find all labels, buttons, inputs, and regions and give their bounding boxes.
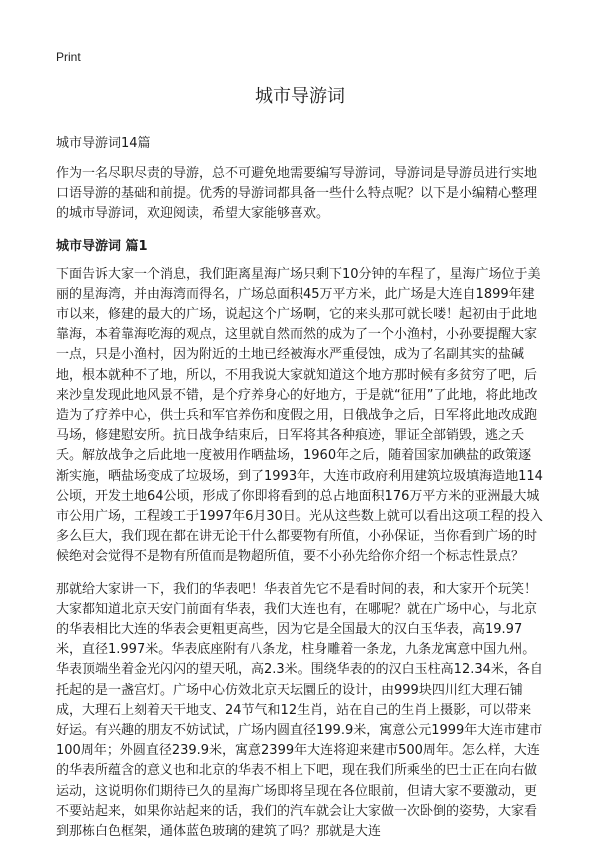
section-heading: 城市导游词 篇1	[56, 238, 148, 254]
body-paragraph-2: 那就给大家讲一下，我们的华表吧！华表首先它不是看时间的表，和大家开个玩笑！大家都知道北京天安门前面有华表，我们大连也有，在哪呢？就在广场中心，与北京的华表相比大连的华表会更粗更高些，因为它是全国最大的汉白玉华表，高19.97米，直径1.997米。华表底座附有八条龙，柱身雕着一条龙，九条龙寓意中国九州。华表顶端坐着金光闪闪的望天吼，高2.3米。围绕华表的的汉白玉柱高12.34米，各自托起的是一盏宫灯。广场中心仿效北京天坛圜丘的设计，由999块四川红大理石铺成，大理石上刻着天干地支、24节气和12生肖，站在自己的生肖上摄影，可以带来好运。有兴趣的朋友不妨试试，广场内圆直径199.9米，寓意公元1999年大连市建市100周年；外圆直径239.9米，寓意2399年大连将迎来建市500周年。怎么样，大连的华表所蕴含的意义也和北京的华表不相上下吧，现在我们所乘坐的巴士正在向右做运动，这说明你们期待已久的星海广场即将呈现在各位眼前，但请大家不要激动，更不要站起来，如果你站起来的话，我们的汽车就会让大家做一次卧倒的姿势，大家看到那栋白色框架，通体蓝色玻璃的建筑了吗？那就是大连	[56, 581, 543, 840]
print-link[interactable]: Print	[56, 50, 81, 64]
document-subtitle: 城市导游词14篇	[56, 136, 151, 151]
body-paragraph-1: 下面告诉大家一个消息，我们距离星海广场只剩下10分钟的车程了，星海广场位于美丽的星海湾，并由海湾而得名，广场总面积45万平方米，此广场是大连自1899年建市以来，修建的最大的广场，说起这个广场啊，它的来头那可就长喽！起初由于此地靠海，本着靠海吃海的观点，这里就自然而然的成为了一个小渔村，小孙要提醒大家一点，只是小渔村，因为附近的土地已经被海水严重侵蚀，成为了名副其实的盐碱地，根本就种不了地，所以，不用我说大家就知道这个地方那时候有多贫穷了吧，后来沙皇发现此地风景不错，是个疗养身心的好地方，于是就“征用”了此地，将此地改造为了疗养中心，供士兵和军官养伤和度假之用，日俄战争之后，日军将此地改成跑马场，修建慰安所。抗日战争结束后，日军将其各种痕迹，罪证全部销毁，逃之夭夭。解放战争之后此地一度被用作晒盐场，1960年之后，随着国家加碘盐的政策逐渐实施，晒盐场变成了垃圾场，到了1993年，大连市政府利用建筑垃圾填海造地114公顷，开发土地64公顷，形成了你即将看到的总占地面积176万平方米的亚洲最大城市公用广场，工程竣工于1997年6月30日。光从这些数上就可以看出这项工程的投入多么巨大，我们现在都在讲无论干什么都要物有所值，小孙保证，当你看到广场的时候绝对会觉得不是物有所值而是物超所值，要不小孙先给你介绍一个标志性景点？	[56, 266, 543, 565]
page-title: 城市导游词	[255, 86, 345, 107]
intro-paragraph: 作为一名尽职尽责的导游，总不可避免地需要编写导游词，导游词是导游员进行实地口语导游的基础和前提。优秀的导游词都具备一些什么特点呢？以下是小编精心整理的城市导游词，欢迎阅读，希望大家能够喜欢。	[56, 166, 538, 222]
